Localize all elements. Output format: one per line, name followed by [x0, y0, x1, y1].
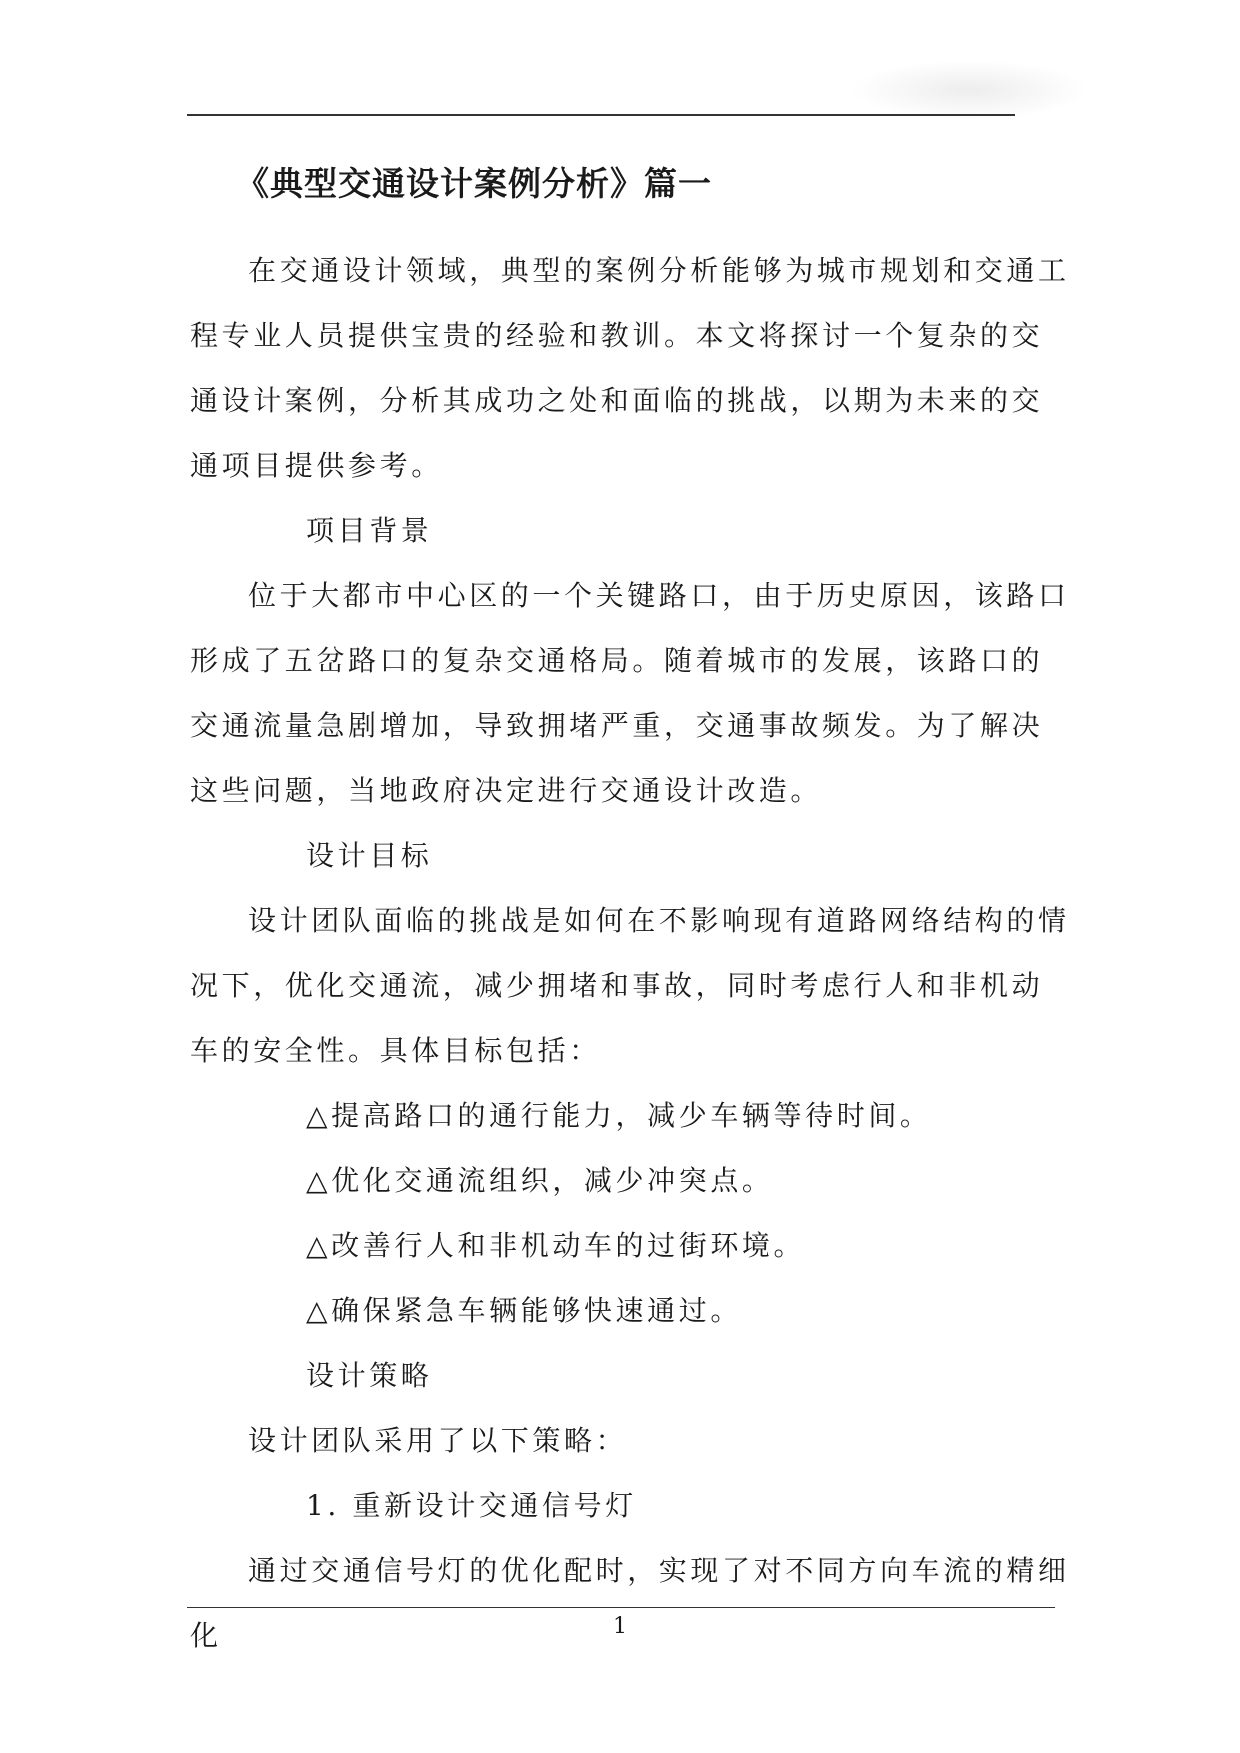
goal-item: △优化交通流组织，减少冲突点。: [306, 1164, 774, 1197]
goals-paragraph: 设计团队面临的挑战是如何在不影响现有道路网络结构的情况下，优化交通流，减少拥堵和事故，同时考虑行人和非机动车的安全性。具体目标包括：: [190, 904, 1070, 1067]
strategy-paragraph: 设计团队采用了以下策略：: [248, 1424, 628, 1457]
goal-item: △确保紧急车辆能够快速通过。: [306, 1294, 742, 1327]
document-body: [190, 238, 1070, 1668]
goal-item: △改善行人和非机动车的过街环境。: [306, 1229, 806, 1262]
strategy-sub-paragraph: 通过交通信号灯的优化配时，实现了对不同方向车流的精细化: [190, 1554, 1070, 1652]
section-heading-background: 项目背景: [306, 514, 433, 547]
goal-item: △提高路口的通行能力，减少车辆等待时间。: [306, 1099, 932, 1132]
document-title: 《典型交通设计案例分析》篇一: [236, 164, 712, 203]
page-number: 1: [613, 1614, 627, 1639]
intro-paragraph: 在交通设计领域，典型的案例分析能够为城市规划和交通工程专业人员提供宝贵的经验和教训。本文将探讨一个复杂的交通设计案例，分析其成功之处和面临的挑战，以期为未来的交通项目提供参考。: [190, 254, 1070, 482]
section-heading-strategy: 设计策略: [306, 1359, 433, 1392]
strategy-subheading: 1. 重新设计交通信号灯: [306, 1489, 637, 1522]
header-blur-area: [850, 60, 1090, 120]
header-rule: [187, 114, 1015, 116]
footer-rule: [187, 1607, 1055, 1608]
background-paragraph: 位于大都市中心区的一个关键路口，由于历史原因，该路口形成了五岔路口的复杂交通格局。随着城市的发展，该路口的交通流量急剧增加，导致拥堵严重，交通事故频发。为了解决这些问题，当地政府决定进行交通设计改造。: [190, 579, 1070, 807]
section-heading-goals: 设计目标: [306, 839, 433, 872]
